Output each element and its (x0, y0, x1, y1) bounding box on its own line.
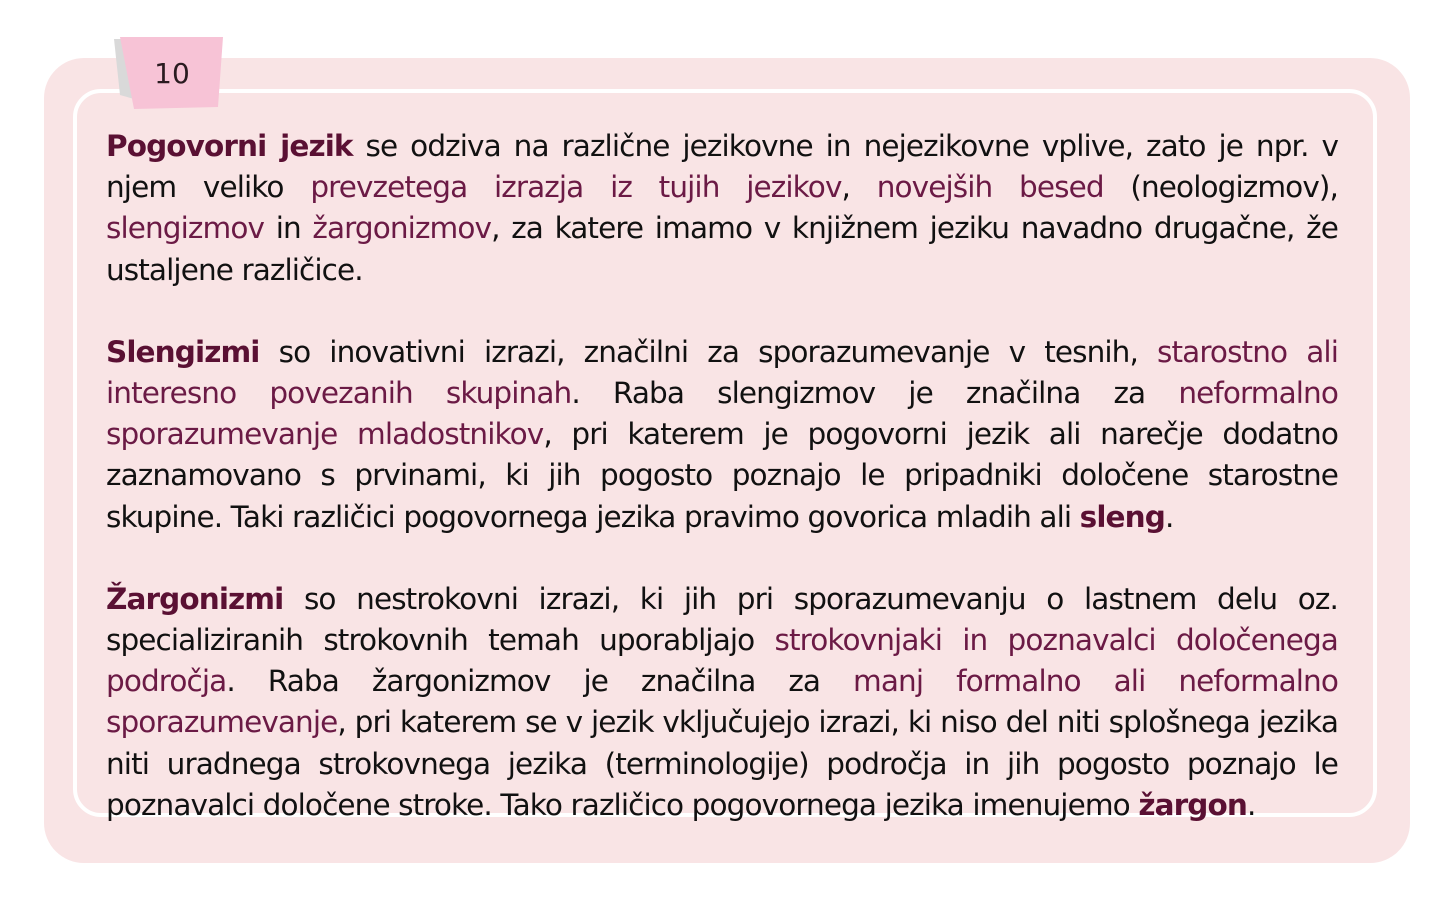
highlighted-phrase: strokovnjaki in poznavalci določenega področja (106, 623, 1338, 699)
term-bold: Žargonizmi (106, 581, 284, 616)
text-run: in (264, 211, 313, 246)
text-run: . Raba žargonizmov je značilna za (226, 664, 854, 699)
term-bold: sleng (1079, 499, 1165, 534)
term-bold: žargon (1138, 787, 1247, 822)
text-run: se odziva na različne jezikovne in nejezikovne vplive, zato je npr. v njem veliko (106, 129, 1338, 205)
text-run: . (1246, 787, 1256, 822)
text-run: so inovativni izrazi, značilni za sporazumevanje v tesnih, (259, 334, 1158, 369)
highlighted-phrase: neformalno sporazumevanje mladostnikov (106, 376, 1338, 452)
text-run: . (1164, 499, 1174, 534)
highlighted-phrase: prevzetega izrazja iz tujih jezikov (310, 170, 842, 205)
page-number-tag (114, 37, 224, 109)
highlighted-phrase: novejših besed (876, 170, 1104, 205)
text-run: , pri katerem se v jezik vključujejo izrazi, ki niso del niti splošnega jezika niti uradnega strokovnega jezika (terminologije) področja in jih pogosto poznajo le poznavalci določene stroke. Tako različico pogovornega jezika imenujemo (106, 705, 1338, 822)
text-run: . Raba slengizmov je značilna za (571, 376, 1179, 411)
page-number: 10 (154, 57, 190, 90)
term-bold: Pogovorni jezik (106, 129, 353, 163)
term-bold: Slengizmi (106, 334, 260, 369)
paragraph-pogovorni-jezik (106, 126, 1338, 291)
text-content (106, 126, 1338, 826)
text-run: so nestrokovni izrazi, ki jih pri sporazumevanju o lastnem delu oz. specializiranih strokovnih temah uporabljajo (106, 581, 1338, 658)
highlighted-phrase: žargonizmov (312, 211, 492, 246)
text-run: , za katere imamo v knjižnem jeziku navadno drugačne, že ustaljene različice. (106, 211, 1338, 287)
paragraph-slengizmi (106, 332, 1338, 538)
text-run: , (841, 170, 877, 205)
highlighted-phrase: slengizmov (106, 211, 265, 246)
text-run: (neologizmov), (1103, 170, 1338, 205)
highlighted-phrase: manj formalno ali neformalno sporazumevanje (106, 664, 1338, 740)
paragraph-zargonizmi (106, 579, 1338, 826)
highlighted-phrase: starostno ali interesno povezanih skupinah (106, 334, 1338, 411)
text-run: , pri katerem je pogovorni jezik ali narečje dodatno zaznamovano s prvinami, ki jih pogosto poznajo le pripadniki določene starostne skupine. Taki različici pogovornega jezika pravimo govorica mladih ali (106, 417, 1338, 534)
